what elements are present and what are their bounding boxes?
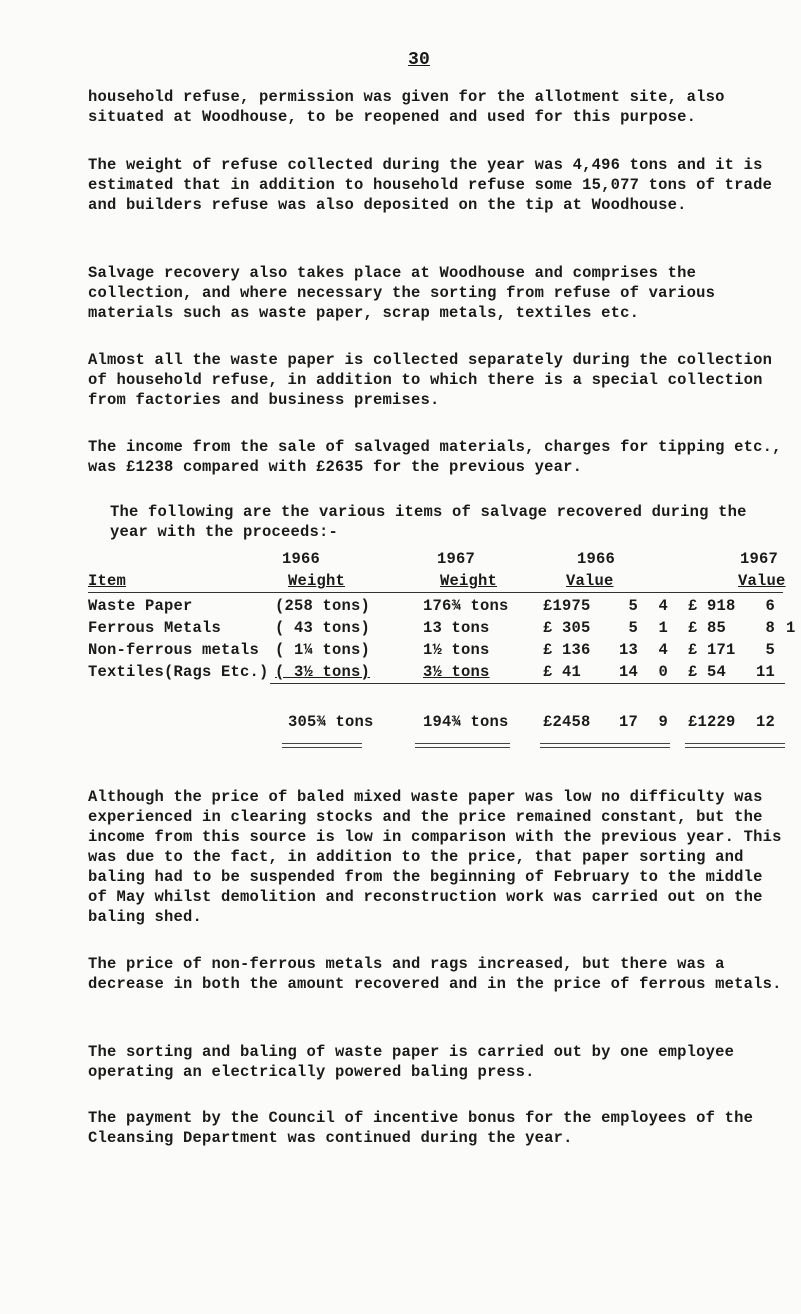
row-value-1967-shillings: 6 xyxy=(765,597,775,615)
row-value-1966-shillings: 5 xyxy=(628,619,638,637)
paragraph-8: The price of non-ferrous metals and rags increased, but there was a decrease in both the amount recovered and in the price of ferrous metals. xyxy=(88,955,782,993)
header-rule xyxy=(88,592,783,593)
year-header-value-1966: 1966 xyxy=(577,550,616,568)
total-weight-1966: 305¾ tons xyxy=(288,713,374,731)
total-value-1966-pounds: £2458 xyxy=(543,713,591,731)
row-value-1967-pounds: £ 85 xyxy=(688,619,727,637)
row-item: Ferrous Metals xyxy=(88,619,222,637)
row-value-1966-shillings: 13 xyxy=(618,641,638,659)
year-header-value-1967: 1967 xyxy=(740,550,779,568)
row-value-1966-pounds: £1975 xyxy=(543,597,591,615)
row-value-1967-pounds: £ 54 xyxy=(688,663,727,681)
paragraph-5: The income from the sale of salvaged materials, charges for tipping etc., was £1238 compared with £2635 for the previous year. xyxy=(88,438,782,476)
header-weight-1967: Weight xyxy=(440,572,498,590)
year-header-weight-1967: 1967 xyxy=(437,550,476,568)
row-value-1967-shillings: 8 xyxy=(765,619,775,637)
total-value-1966-pence: 9 xyxy=(658,713,668,731)
row-value-1966-pounds: £ 136 xyxy=(543,641,591,659)
total-double-rule xyxy=(415,743,510,748)
total-value-1967-shillings: 12 xyxy=(755,713,775,731)
subtotal-rule xyxy=(270,683,785,684)
total-double-rule xyxy=(540,743,670,748)
header-item: Item xyxy=(88,572,127,590)
row-item: Non-ferrous metals xyxy=(88,641,260,659)
row-weight-1967: 13 tons xyxy=(423,619,490,637)
row-value-1966-shillings: 14 xyxy=(618,663,638,681)
header-weight-1966: Weight xyxy=(288,572,346,590)
paragraph-10: The payment by the Council of incentive bonus for the employees of the Cleansing Department was continued during the year. xyxy=(88,1109,754,1147)
row-value-1966-pence: 4 xyxy=(658,597,668,615)
row-value-1966-pence: 4 xyxy=(658,641,668,659)
row-item: Waste Paper xyxy=(88,597,193,615)
row-value-1967-shillings: 11 xyxy=(755,663,775,681)
paragraph-1: household refuse, permission was given for the allotment site, also situated at Woodhouse, to be reopened and used for this purpose. xyxy=(88,88,725,126)
row-weight-1967: 1½ tons xyxy=(423,641,490,659)
row-value-1966-pounds: £ 41 xyxy=(543,663,582,681)
year-header-weight-1966: 1966 xyxy=(282,550,321,568)
row-weight-1967: 176¾ tons xyxy=(423,597,509,615)
row-weight-1966: (258 tons) xyxy=(275,597,371,615)
row-item: Textiles(Rags Etc.) xyxy=(88,663,269,681)
row-weight-1966: ( 1¼ tons) xyxy=(275,641,371,659)
paragraph-7: Although the price of baled mixed waste paper was low no difficulty was experienced in clearing stocks and the price remained constant, but the income from this source is low in comparison with the previous year. This was due to the fact, in addition to the price, that paper sorting and baling had to be suspended from the beginning of February to the middle of May whilst demolition and reconstruction work was carried out on the baling shed. xyxy=(88,788,782,926)
paragraph-2: The weight of refuse collected during the year was 4,496 tons and it is estimated that in addition to household refuse some 15,077 tons of trade and builders refuse was also deposited on the tip at Woodhouse. xyxy=(88,156,773,214)
total-value-1967-pounds: £1229 xyxy=(688,713,736,731)
row-value-1966-pence: 0 xyxy=(658,663,668,681)
row-value-1967-shillings: 5 xyxy=(765,641,775,659)
total-double-rule xyxy=(282,743,362,748)
paragraph-4: Almost all the waste paper is collected separately during the collection of household refuse, in addition to which there is a special collection from factories and business premises. xyxy=(88,351,773,409)
paragraph-6: The following are the various items of salvage recovered during the year with the proceeds:- xyxy=(110,503,747,541)
header-value-1966: Value xyxy=(566,572,614,590)
row-weight-1967: 3½ tons xyxy=(423,663,490,681)
row-value-1967-pounds: £ 918 xyxy=(688,597,736,615)
row-value-1966-shillings: 5 xyxy=(628,597,638,615)
page-number: 30 xyxy=(408,50,431,70)
paragraph-3: Salvage recovery also takes place at Woodhouse and comprises the collection, and where necessary the sorting from refuse of various materials such as waste paper, scrap metals, textiles etc. xyxy=(88,264,716,322)
paragraph-9: The sorting and baling of waste paper is carried out by one employee operating an electrically powered baling press. xyxy=(88,1043,735,1081)
row-weight-1966: ( 3½ tons) xyxy=(275,663,371,681)
total-weight-1967: 194¾ tons xyxy=(423,713,509,731)
total-double-rule xyxy=(685,743,785,748)
total-value-1966-shillings: 17 xyxy=(618,713,638,731)
row-value-1967-pounds: £ 171 xyxy=(688,641,736,659)
margin-mark: 1 xyxy=(786,619,796,637)
row-value-1966-pounds: £ 305 xyxy=(543,619,591,637)
header-value-1967: Value xyxy=(738,572,786,590)
row-weight-1966: ( 43 tons) xyxy=(275,619,371,637)
row-value-1966-pence: 1 xyxy=(658,619,668,637)
